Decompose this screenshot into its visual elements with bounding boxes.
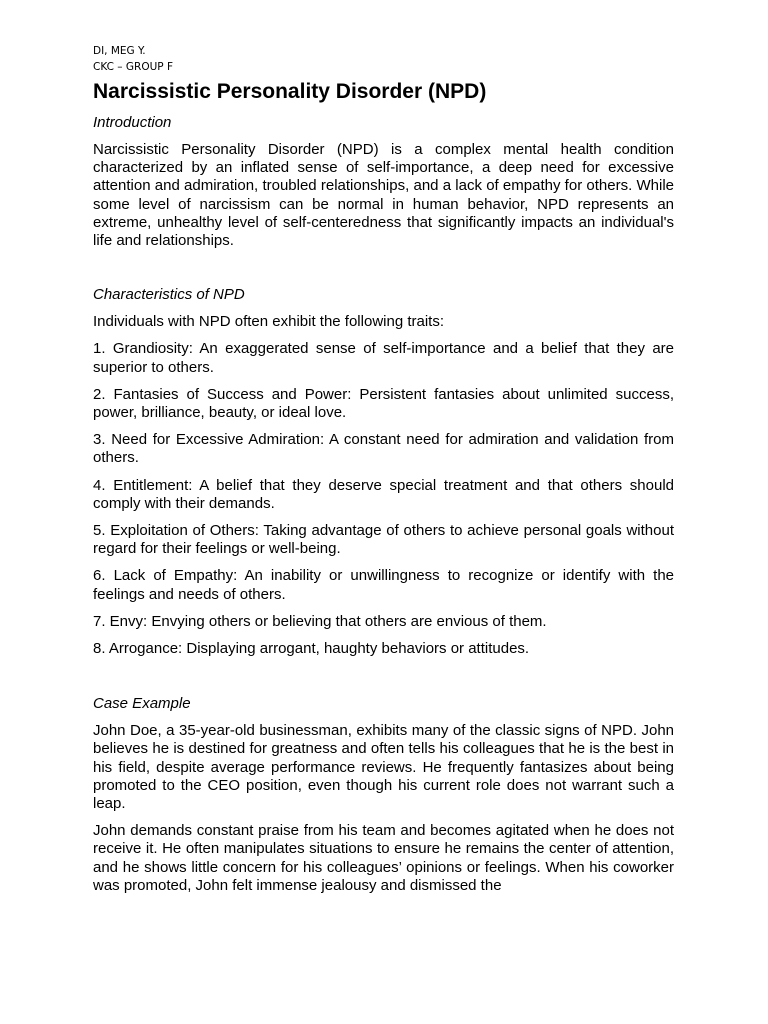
author-name: DI, MEG Y.: [93, 45, 146, 57]
introduction-heading: Introduction: [93, 114, 172, 131]
characteristics-intro: Individuals with NPD often exhibit the following traits:: [93, 313, 445, 331]
trait-item: 2. Fantasies of Success and Power: Persistent fantasies about unlimited success, power, brilliance, beauty, or ideal love.: [93, 385, 674, 422]
section-spacer: [93, 259, 674, 286]
trait-item: 8. Arrogance: Displaying arrogant, haughty behaviors or attitudes.: [93, 640, 530, 658]
case-example-paragraph: John Doe, a 35-year-old businessman, exhibits many of the classic signs of NPD. John believes he is destined for greatness and often tells his colleagues that he is the best in his field, despite average performance reviews. He frequently fantasizes about being promoted to the CEO position, even though his current role does not warrant such a leap.: [93, 722, 674, 813]
group-label: CKC – GROUP F: [93, 61, 173, 73]
trait-item: 1. Grandiosity: An exaggerated sense of self-importance and a belief that they are superior to others.: [93, 340, 674, 376]
trait-item: 3. Need for Excessive Admiration: A constant need for admiration and validation from others.: [93, 431, 674, 467]
document-title: Narcissistic Personality Disorder (NPD): [93, 80, 487, 103]
introduction-paragraph: Narcissistic Personality Disorder (NPD) is a complex mental health condition characterized by an inflated sense of self-importance, a deep need for excessive attention and admiration, troubled relationships, and a lack of empathy for others. While some level of narcissism can be normal in human behavior, NPD represents an extreme, unhealthy level of self-centeredness that significantly impacts an individual's life and relationships.: [93, 141, 674, 250]
document-content: [93, 43, 674, 904]
section-spacer: [93, 667, 674, 695]
characteristics-heading: Characteristics of NPD: [93, 286, 245, 304]
trait-item: 6. Lack of Empathy: An inability or unwillingness to recognize or identify with the feelings and needs of others.: [93, 567, 674, 603]
trait-item: 7. Envy: Envying others or believing that others are envious of them.: [93, 612, 547, 630]
case-example-heading: Case Example: [93, 695, 191, 713]
trait-item: 4. Entitlement: A belief that they deserve special treatment and that others should comply with their demands.: [93, 476, 674, 512]
case-example-paragraph: John demands constant praise from his team and becomes agitated when he does not receive it. He often manipulates situations to ensure he remains the center of attention, and he shows little concern for his colleagues’ opinions or feelings. When his coworker was promoted, John felt immense jealousy and dismissed the: [93, 822, 674, 894]
trait-item: 5. Exploitation of Others: Taking advantage of others to achieve personal goals without regard for their feelings or well-being.: [93, 522, 674, 558]
